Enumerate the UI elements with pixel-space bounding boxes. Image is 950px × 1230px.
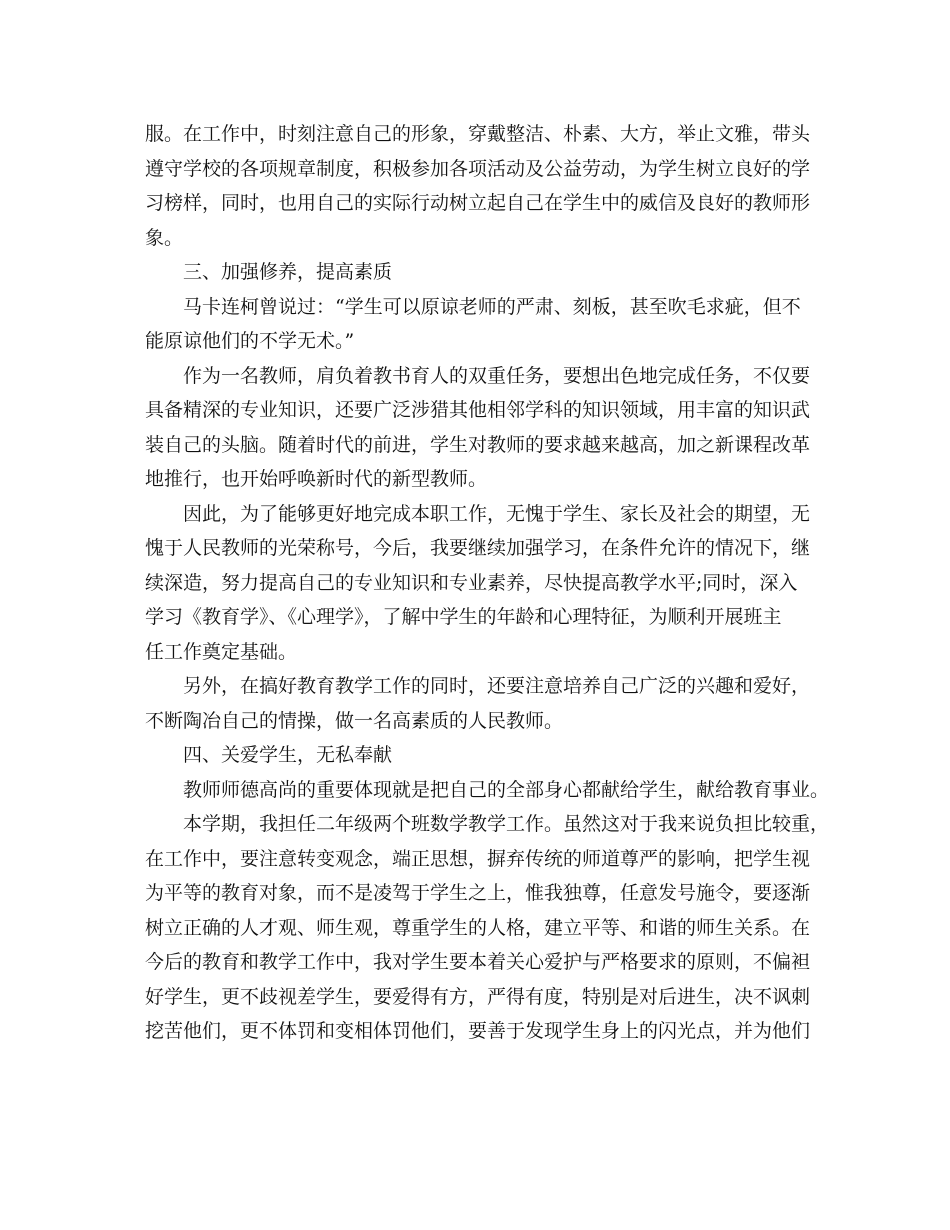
text-line: 具备精深的专业知识，还要广泛涉猎其他相邻学科的知识领域，用丰富的知识武 [145,399,811,421]
text-line: 马卡连柯曾说过：“学生可以原谅老师的严肃、刻板，甚至吹毛求疵，但不 [183,295,801,318]
text-line: 续深造，努力提高自己的专业知识和专业素养，尽快提高教学水平;同时，深入 [145,571,798,594]
text-line: 本学期，我担任二年级两个班数学教学工作。虽然这对于我来说负担比较重， [183,813,830,835]
text-line: 遵守学校的各项规章制度，积极参加各项活动及公益劳动，为学生树立良好的学 [145,157,811,180]
text-line: 任工作奠定基础。 [145,640,298,663]
text-line: 地推行，也开始呼唤新时代的新型教师。 [145,468,488,490]
text-line: 好学生，更不歧视差学生，要爱得有方，严得有度，特别是对后进生，决不讽刺 [145,985,811,1008]
text-line: 树立正确的人才观、师生观，尊重学生的人格，建立平等、和谐的师生关系。在 [145,916,811,939]
text-line: 能原谅他们的不学无术。” [145,330,355,352]
text-line: 教师师德高尚的重要体现就是把自己的全部身心都献给学生，献给教育事业。 [183,778,830,801]
text-line: 在工作中，要注意转变观念，端正思想，摒弃传统的师道尊严的影响，把学生视 [145,847,811,870]
text-line: 学习《教育学》、《心理学》，了解中学生的年龄和心理特征，为顺利开展班主 [145,606,782,628]
text-line: 今后的教育和教学工作中，我对学生要本着关心爱护与严格要求的原则，不偏袒 [145,951,811,973]
text-line: 愧于人民教师的光荣称号，今后，我要继续加强学习，在条件允许的情况下，继 [145,537,811,559]
text-line: 因此，为了能够更好地完成本职工作，无愧于学生、家长及社会的期望，无 [183,502,811,525]
text-line: 挖苦他们，更不体罚和变相体罚他们，要善于发现学生身上的闪光点，并为他们 [145,1020,811,1042]
text-line: 装自己的头脑。随着时代的前进，学生对教师的要求越来越高，加之新课程改革 [145,433,811,456]
section-heading: 三、加强修养，提高素质 [183,261,393,283]
text-line: 象。 [145,226,184,249]
text-line: 为平等的教育对象，而不是凌驾于学生之上，惟我独尊，任意发号施令，要逐渐 [145,882,811,904]
text-line: 不断陶冶自己的情操，做一名高素质的人民教师。 [145,709,564,732]
text-line: 作为一名教师，肩负着教书育人的双重任务，要想出色地完成任务，不仅要 [183,364,811,387]
text-line: 服。在工作中，时刻注意自己的形象，穿戴整洁、朴素、大方，举止文雅，带头 [145,123,811,145]
section-heading: 四、关爱学生，无私奉献 [183,744,393,766]
document-body [145,117,830,1049]
text-line: 习榜样，同时，也用自己的实际行动树立起自己在学生中的威信及良好的教师形 [145,192,811,214]
text-line: 另外，在搞好教育教学工作的同时，还要注意培养自己广泛的兴趣和爱好， [183,675,811,697]
